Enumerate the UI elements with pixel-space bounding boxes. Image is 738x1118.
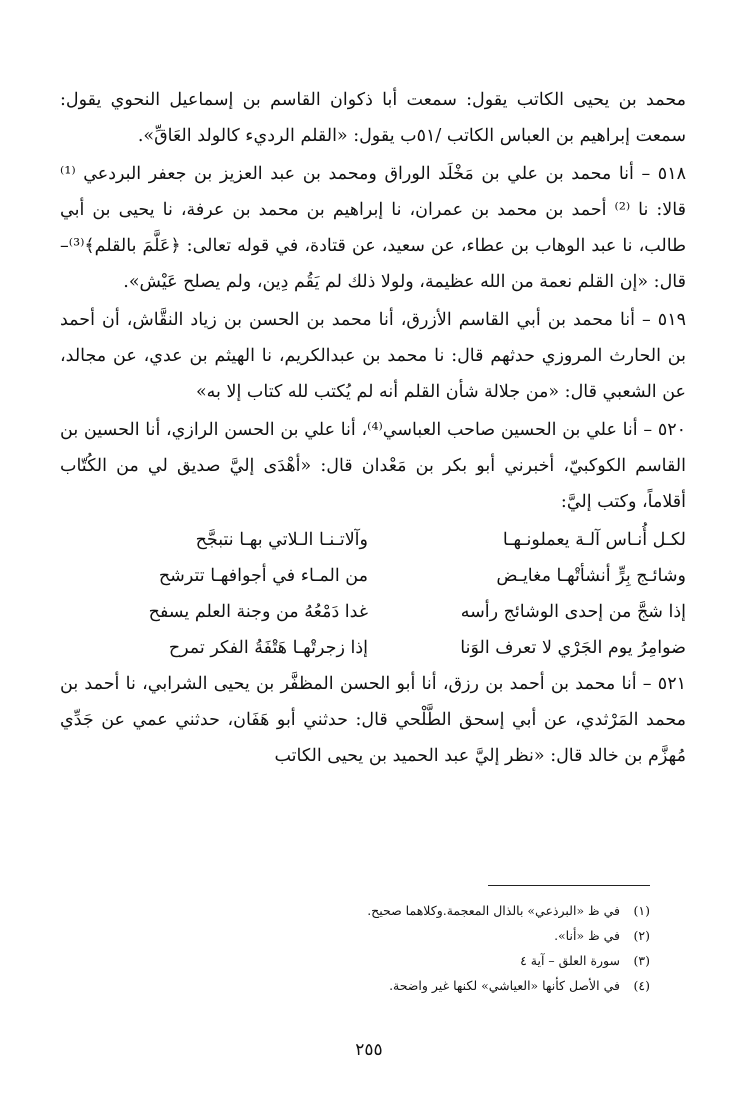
footnote-text: في الأصل كأنها «العياشي» لكنها غير واضحة. [389,978,620,993]
poem-verse [60,594,686,630]
main-text [60,82,686,776]
paragraph-519: ٥١٩ – أنا محمد بن أبي القاسم الأزرق، أنا محمد بن الحسن بن زياد النقَّاش، أن أحمد بن الحارث المروزي حدثهم قال: نا محمد بن عبدالكريم، نا الهيثم بن عدي، عن مجالد، عن الشعبي قال: «من جلالة شأن القلم أنه لم يُكتب لله كتاب إلا به» [60,310,686,402]
footnote-text: سورة العلق – آية ٤ [520,953,620,968]
footnote [90,948,650,973]
verse-first-hemistich: إذا شجَّ من إحدى الوشائج رأسه [460,602,686,622]
footnote-number: (٢) [633,928,650,943]
verse-first-hemistich: وشائـج بِرٍّ أنشأتْهـا مغايـض [496,566,686,586]
verse-second-hemistich: غدا دَمْعُهُ من وجنة العلم يسفح [148,602,368,622]
verse-first-hemistich: لكـل أُنـاس آلـة يعملونـهـا [502,530,686,550]
verse-first-hemistich: ضوامِرُ يوم الجَرْي لا تعرف الوَنا [460,638,686,658]
footnote-separator [488,885,650,886]
footnote-number: (٣) [633,953,650,968]
footnote-number: (١) [633,903,650,918]
paragraph-518: ٥١٨ – أنا محمد بن علي بن مَخْلَد الوراق ومحمد بن عبد العزيز بن جعفر البردعي ⁽¹⁾ قالا: نا ⁽²⁾ أحمد بن محمد بن عمران، نا إبراهيم بن محمد بن عرفة، نا يحيى بن أبي طالب، نا عبد الوهاب بن عطاء، عن سعيد، عن قتادة، في قوله تعالى: ﴿عَلَّمَ بالقلم﴾⁽³⁾– قال: «إن القلم نعمة من الله عظيمة، ولولا ذلك لم يَقُم دِين، ولم يصلح عَيْش». [60,164,686,292]
poem-verse [60,558,686,594]
footnote [90,923,650,948]
verse-second-hemistich: وآلاتـنـا الـلاتي بهـا نتبجَّح [195,530,368,550]
poem [60,522,686,666]
footnote [90,973,650,998]
footnotes [90,898,650,998]
page-number: ٢٥٥ [355,1040,383,1060]
poem-verse [60,522,686,558]
paragraph-521: ٥٢١ – أنا محمد بن أحمد بن رزق، أنا أبو الحسن المظفَّر بن يحيى الشرابي، نا أحمد بن محمد المَرْثدي، عن أبي إسحق الطَّلْحي قال: حدثني أبو هَفَان، حدثني عمي عن جَدِّي مُهزَّم بن خالد قال: «نظر إليَّ عبد الحميد بن يحيى الكاتب [60,674,686,766]
footnote-text: في ظ «البرذعي» بالذال المعجمة.وكلاهما صحيح. [367,903,620,918]
paragraph-520: ٥٢٠ – أنا علي بن الحسين صاحب العباسي⁽⁴⁾، أنا علي بن الحسن الرازي، أنا الحسين بن القاسم الكوكبيّ، أخبرني أبو بكر بن مَعْدان قال: «أهْدَى إليَّ صديق لي من الكُتّاب أقلاماً، وكتب إليَّ: [60,420,687,512]
paragraph-continuation: محمد بن يحيى الكاتب يقول: سمعت أبا ذكوان القاسم بن إسماعيل النحوي يقول: سمعت إبراهيم بن العباس الكاتب /٥١ب يقول: «القلم الرديء كالولد العَاقِّ». [60,90,686,146]
poem-verse [60,630,686,666]
footnote [90,898,650,923]
verse-second-hemistich: إذا زجرتْهـا هَتْفَةُ الفكر تمرح [168,638,368,658]
footnote-number: (٤) [633,978,650,993]
verse-second-hemistich: من المـاء في أجوافهـا تترشح [158,566,368,586]
footnote-text: في ظ «أنا». [554,928,620,943]
